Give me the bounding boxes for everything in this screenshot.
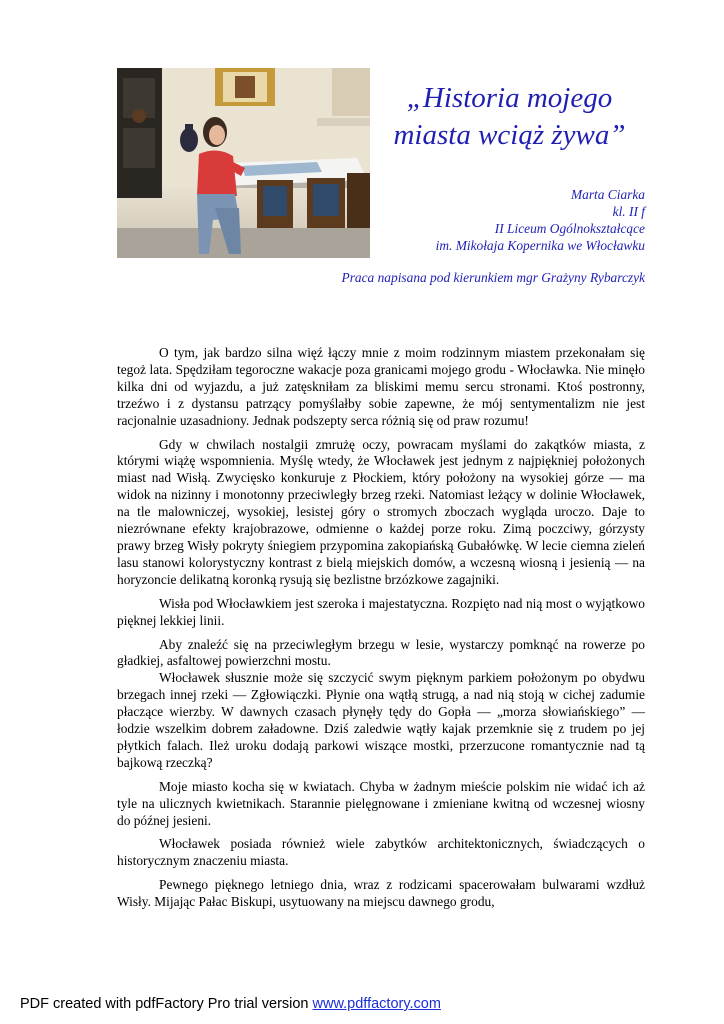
author-school: II Liceum Ogólnokształcące [494,221,645,236]
paragraph: Moje miasto kocha się w kwiatach. Chyba w żadnym mieście polskim nie widać ich aż tyle na ulicznych kwietnikach. Starannie pielęgnowane i zmieniane kwitną od wczesnej wiosny do późnej jesieni. [117,778,645,828]
paragraph: Gdy w chwilach nostalgii zmrużę oczy, powracam myślami do zakątków miasta, z którymi wiążę wspomnienia. Myślę wtedy, że Włocławek jest jednym z najpiękniej położonych miast nad Wisłą. Zwycięsko konkuruje z Płockiem, który położony na wysokiej górze — ma widok na nizinny i monotonny przeciwległy brzeg rzeki. Natomiast leżący w dolinie Włocławek, na tle malowniczej, wysokiej, lesistej góry o stromych zboczach wygląda uroczo. Daje to niezrównane efekty krajobrazowe, odmienne o każdej porze roku. Zimą poczciwy, górzysty prawy brzeg Wisły pokryty śniegiem przypomina zakopiańską Gubałówkę. W lecie ciemna zieleń lasu stanowi kolorystyczny kontrast z bielą miejskich domów, a wczesną wiosną i jesienią — na horyzoncie delikatną koronką rysują się bezlistne brzózkowe zagajniki. [117,436,645,587]
author-info [436,186,645,254]
article-title [372,80,647,154]
paragraph: O tym, jak bardzo silna więź łączy mnie z moim rodzinnym miastem przekonałam się tegoż lata. Spędziłam tegoroczne wakacje poza granicami mojego grodu - Włocławka. Nie minęło kilka dni od wyjazdu, a już zatęskniłam za bliskimi memu sercu stronami. Ktoś postronny, trzeźwo i z dystansu patrzący pomyślałby sobie zapewne, że mój sentymentalizm nie jest racjonalnie uzasadniony. Jednak podszepty serca różnią się od praw rozumu! [117,345,645,428]
paragraph: Wisła pod Włocławkiem jest szeroka i majestatyczna. Rozpięto nad nią most o wyjątkowo pięknej lekkiej linii. [117,595,645,628]
footer-link[interactable]: www.pdffactory.com [312,996,441,1012]
pdf-footer [20,996,441,1012]
author-photo [117,68,370,258]
supervisor-note: Praca napisana pod kierunkiem mgr Grażyny Rybarczyk [341,270,645,285]
paragraph: Pewnego pięknego letniego dnia, wraz z rodzicami spacerowałam bulwarami wzdłuż Wisły. Mijając Pałac Biskupi, usytuowany na miejscu dawnego grodu, [117,877,645,910]
paragraph: Włocławek posiada również wiele zabytków architektonicznych, świadczących o historycznym znaczeniu miasta. [117,836,645,869]
title-line-1: „Historia mojego [406,82,613,114]
author-class: kl. II f [612,204,645,219]
article-body [117,345,645,918]
paragraph: Aby znaleźć się na przeciwległym brzegu w lesie, wystarczy pomknąć na rowerze po gładkiej, asfaltowej powierzchni mostu. [117,636,645,669]
title-line-2: miasta wciąż żywa” [393,119,626,151]
paragraph: Włocławek słusznie może się szczycić swym pięknym parkiem położonym po obydwu brzegach innej rzeki — Zgłowiączki. Płynie ona wątłą strugą, a nad nią stoją w cichej zadumie płaczące wierzby. W dawnych czasach płynęły tędy do Gopła — „morza słowiańskiego” — łodzie wszelkim dobrem załadowne. Dziś zaledwie wątły kajak przemknie się z trudem po jej płytkich falach. Ileż uroku dodają parkowi wiszące mostki, przerzucone romantycznie nad tą bajkową rzeczką? [117,670,645,770]
author-school-name: im. Mikołaja Kopernika we Włocławku [435,238,645,253]
footer-text: PDF created with pdfFactory Pro trial version [20,996,313,1012]
author-name: Marta Ciarka [570,187,645,202]
